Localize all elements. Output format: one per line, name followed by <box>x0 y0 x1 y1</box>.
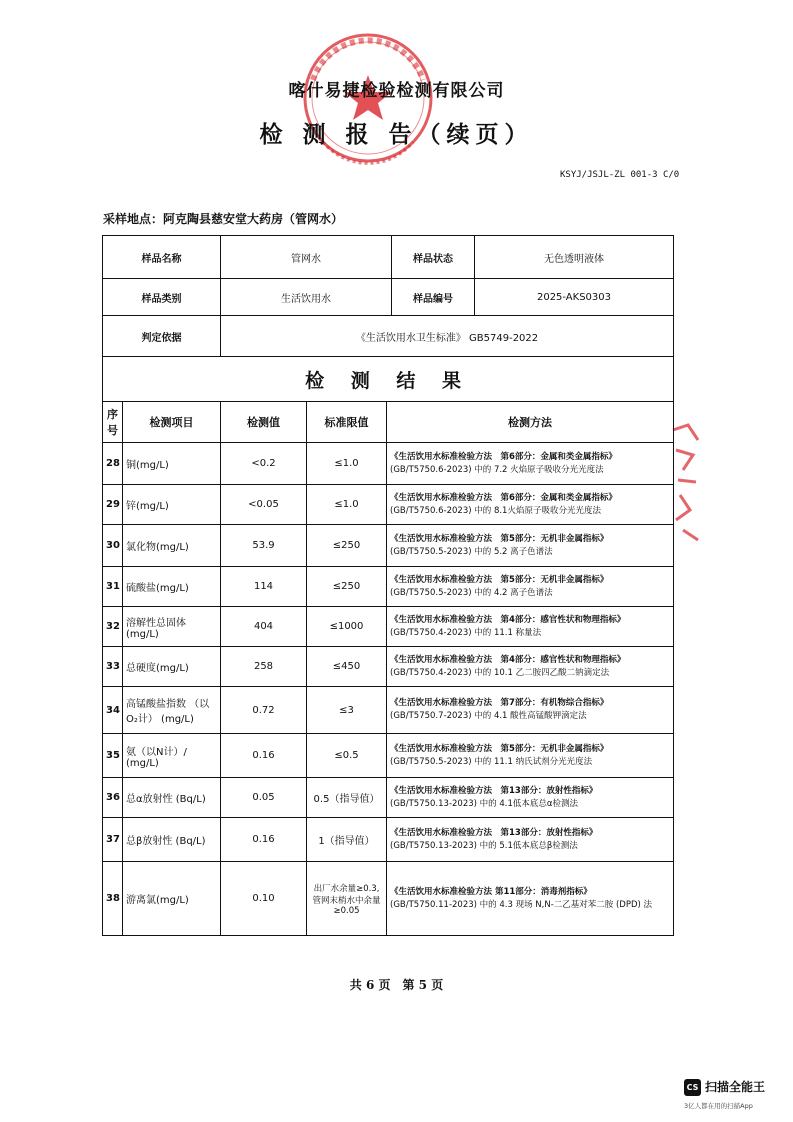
method-standard: 《生活饮用水标准检验方法 第7部分：有机物综合指标》 <box>390 698 609 708</box>
row-method <box>387 567 674 607</box>
table-row <box>103 687 674 734</box>
method-detail: (GB/T5750.5-2023) 中的 11.1 纳氏试剂分光光度法 <box>390 756 593 767</box>
method-detail: (GB/T5750.6-2023) 中的 7.2 火焰原子吸收分光光度法 <box>390 464 604 475</box>
method-standard: 《生活饮用水标准检验方法 第6部分：金属和类金属指标》 <box>390 492 617 503</box>
row-method <box>387 778 674 818</box>
row-limit: 1（指导值） <box>307 818 387 862</box>
table-row <box>103 862 674 936</box>
sample-state-label: 样品状态 <box>392 236 475 279</box>
row-value: 0.16 <box>221 734 307 778</box>
column-header-method: 检测方法 <box>387 402 674 443</box>
row-value: 404 <box>221 607 307 647</box>
method-standard: 《生活饮用水标准检验方法 第5部分：无机非金属指标》 <box>390 574 609 585</box>
table-row <box>103 567 674 607</box>
row-method <box>387 607 674 647</box>
method-detail: (GB/T5750.13-2023) 中的 5.1低本底总β检测法 <box>390 840 578 851</box>
sample-info-table <box>102 235 674 357</box>
row-value: 0.72 <box>221 687 307 734</box>
row-method <box>387 647 674 687</box>
sampling-site <box>103 210 343 227</box>
results-title: 检 测 结 果 <box>103 357 674 402</box>
row-item: 溶解性总固体 (mg/L) <box>123 607 221 647</box>
method-standard: 《生活饮用水标准检验方法 第5部分：无机非金属指标》 <box>390 533 609 544</box>
table-row <box>103 525 674 567</box>
table-row <box>103 607 674 647</box>
column-header-value: 检测值 <box>221 402 307 443</box>
row-number: 36 <box>103 778 123 818</box>
row-limit: ≤0.5 <box>307 734 387 778</box>
column-header-item: 检测项目 <box>123 402 221 443</box>
method-detail: (GB/T5750.4-2023) 中的 11.1 称量法 <box>390 627 542 638</box>
table-row <box>103 485 674 525</box>
row-value: 114 <box>221 567 307 607</box>
method-detail: (GB/T5750.5-2023) 中的 5.2 离子色谱法 <box>390 546 553 557</box>
document-number: KSYJ/JSJL-ZL 001-3 C/0 <box>560 170 680 180</box>
sample-type-label: 样品类别 <box>103 279 221 316</box>
sample-state-value: 无色透明液体 <box>475 236 674 279</box>
sample-name-value: 管网水 <box>221 236 392 279</box>
row-limit: ≤1.0 <box>307 443 387 485</box>
row-number: 32 <box>103 607 123 647</box>
row-item: 总β放射性 (Bq/L) <box>123 818 221 862</box>
row-limit: ≤250 <box>307 525 387 567</box>
row-value: 0.16 <box>221 818 307 862</box>
row-number: 29 <box>103 485 123 525</box>
row-number: 33 <box>103 647 123 687</box>
method-standard: 《生活饮用水标准检验方法 第6部分：金属和类金属指标》 <box>390 451 617 462</box>
method-standard: 《生活饮用水标准检验方法 第13部分：放射性指标》 <box>390 827 598 838</box>
row-limit: ≤3 <box>307 687 387 734</box>
row-number: 37 <box>103 818 123 862</box>
cs-logo: CS <box>684 1079 701 1096</box>
scanner-app-tagline: 3亿人都在用的扫描App <box>684 1102 753 1110</box>
row-number: 31 <box>103 567 123 607</box>
row-item: 总硬度(mg/L) <box>123 647 221 687</box>
row-item: 总α放射性 (Bq/L) <box>123 778 221 818</box>
sampling-site-value: 阿克陶县慈安堂大药房（管网水） <box>163 212 344 226</box>
method-detail: (GB/T5750.4-2023) 中的 10.1 乙二胺四乙酸二钠滴定法 <box>390 667 610 678</box>
row-method <box>387 862 674 936</box>
row-method <box>387 734 674 778</box>
row-method <box>387 818 674 862</box>
row-method <box>387 687 674 734</box>
row-number: 28 <box>103 443 123 485</box>
method-standard: 《生活饮用水标准检验方法 第4部分：感官性状和物理指标》 <box>390 654 626 665</box>
column-header-no: 序号 <box>103 402 123 443</box>
row-limit: 0.5（指导值） <box>307 778 387 818</box>
method-detail: (GB/T5750.7-2023) 中的 4.1 酸性高锰酸钾滴定法 <box>390 711 587 721</box>
row-limit: ≤1000 <box>307 607 387 647</box>
method-standard: 《生活饮用水标准检验方法 第5部分：无机非金属指标》 <box>390 743 609 754</box>
row-item: 锌(mg/L) <box>123 485 221 525</box>
row-method <box>387 485 674 525</box>
method-standard: 《生活饮用水标准检验方法 第4部分：感官性状和物理指标》 <box>390 614 626 625</box>
row-method <box>387 525 674 567</box>
row-number: 38 <box>103 862 123 936</box>
method-standard: 《生活饮用水标准检验方法 第13部分：放射性指标》 <box>390 785 598 796</box>
row-value: 53.9 <box>221 525 307 567</box>
row-item: 氯化物(mg/L) <box>123 525 221 567</box>
row-item: 游离氯(mg/L) <box>123 862 221 936</box>
sample-id-value: 2025-AKS0303 <box>475 279 674 316</box>
row-method <box>387 443 674 485</box>
company-name: 喀什易捷检验检测有限公司 <box>288 81 505 101</box>
row-item: 氨（以N计）/ (mg/L) <box>123 734 221 778</box>
judgment-basis-value: 《生活饮用水卫生标准》 GB5749-2022 <box>221 316 674 357</box>
method-detail: (GB/T5750.11-2023) 中的 4.3 现场 N,N-二乙基对苯二胺 (DPD) 法 <box>390 899 653 910</box>
row-number: 30 <box>103 525 123 567</box>
results-table <box>102 356 674 936</box>
scanner-watermark <box>684 1075 789 1115</box>
row-limit: ≤450 <box>307 647 387 687</box>
table-row <box>103 647 674 687</box>
method-detail: (GB/T5750.13-2023) 中的 4.1低本底总α检测法 <box>390 798 578 809</box>
sampling-site-label: 采样地点： <box>103 212 164 226</box>
sample-type-value: 生活饮用水 <box>221 279 392 316</box>
judgment-basis-label: 判定依据 <box>103 316 221 357</box>
column-header-limit: 标准限值 <box>307 402 387 443</box>
row-number: 34 <box>103 687 123 734</box>
row-limit: ≤1.0 <box>307 485 387 525</box>
table-row <box>103 734 674 778</box>
sample-id-label: 样品编号 <box>392 279 475 316</box>
row-item: 铜(mg/L) <box>123 443 221 485</box>
report-title: 检 测 报 告（续页） <box>259 121 534 148</box>
scanner-app-name: 扫描全能王 <box>705 1080 766 1094</box>
page-counter: 共 6 页 第 5 页 <box>349 978 444 992</box>
row-limit: ≤250 <box>307 567 387 607</box>
row-value: 0.10 <box>221 862 307 936</box>
method-detail: (GB/T5750.6-2023) 中的 8.1火焰原子吸收分光光度法 <box>390 505 601 516</box>
sample-name-label: 样品名称 <box>103 236 221 279</box>
row-number: 35 <box>103 734 123 778</box>
table-row <box>103 443 674 485</box>
row-value: 0.05 <box>221 778 307 818</box>
method-detail: (GB/T5750.5-2023) 中的 4.2 离子色谱法 <box>390 587 553 598</box>
table-row <box>103 818 674 862</box>
row-item: 硫酸盐(mg/L) <box>123 567 221 607</box>
row-item: 高锰酸盐指数 （以O₂计） (mg/L) <box>123 687 221 734</box>
method-standard: 《生活饮用水标准检验方法 第11部分：消毒剂指标》 <box>390 886 592 897</box>
row-value: <0.2 <box>221 443 307 485</box>
row-value: <0.05 <box>221 485 307 525</box>
table-row <box>103 778 674 818</box>
row-limit: 出厂水余量≥0.3, 管网末梢水中余量 ≥0.05 <box>307 862 387 936</box>
row-value: 258 <box>221 647 307 687</box>
